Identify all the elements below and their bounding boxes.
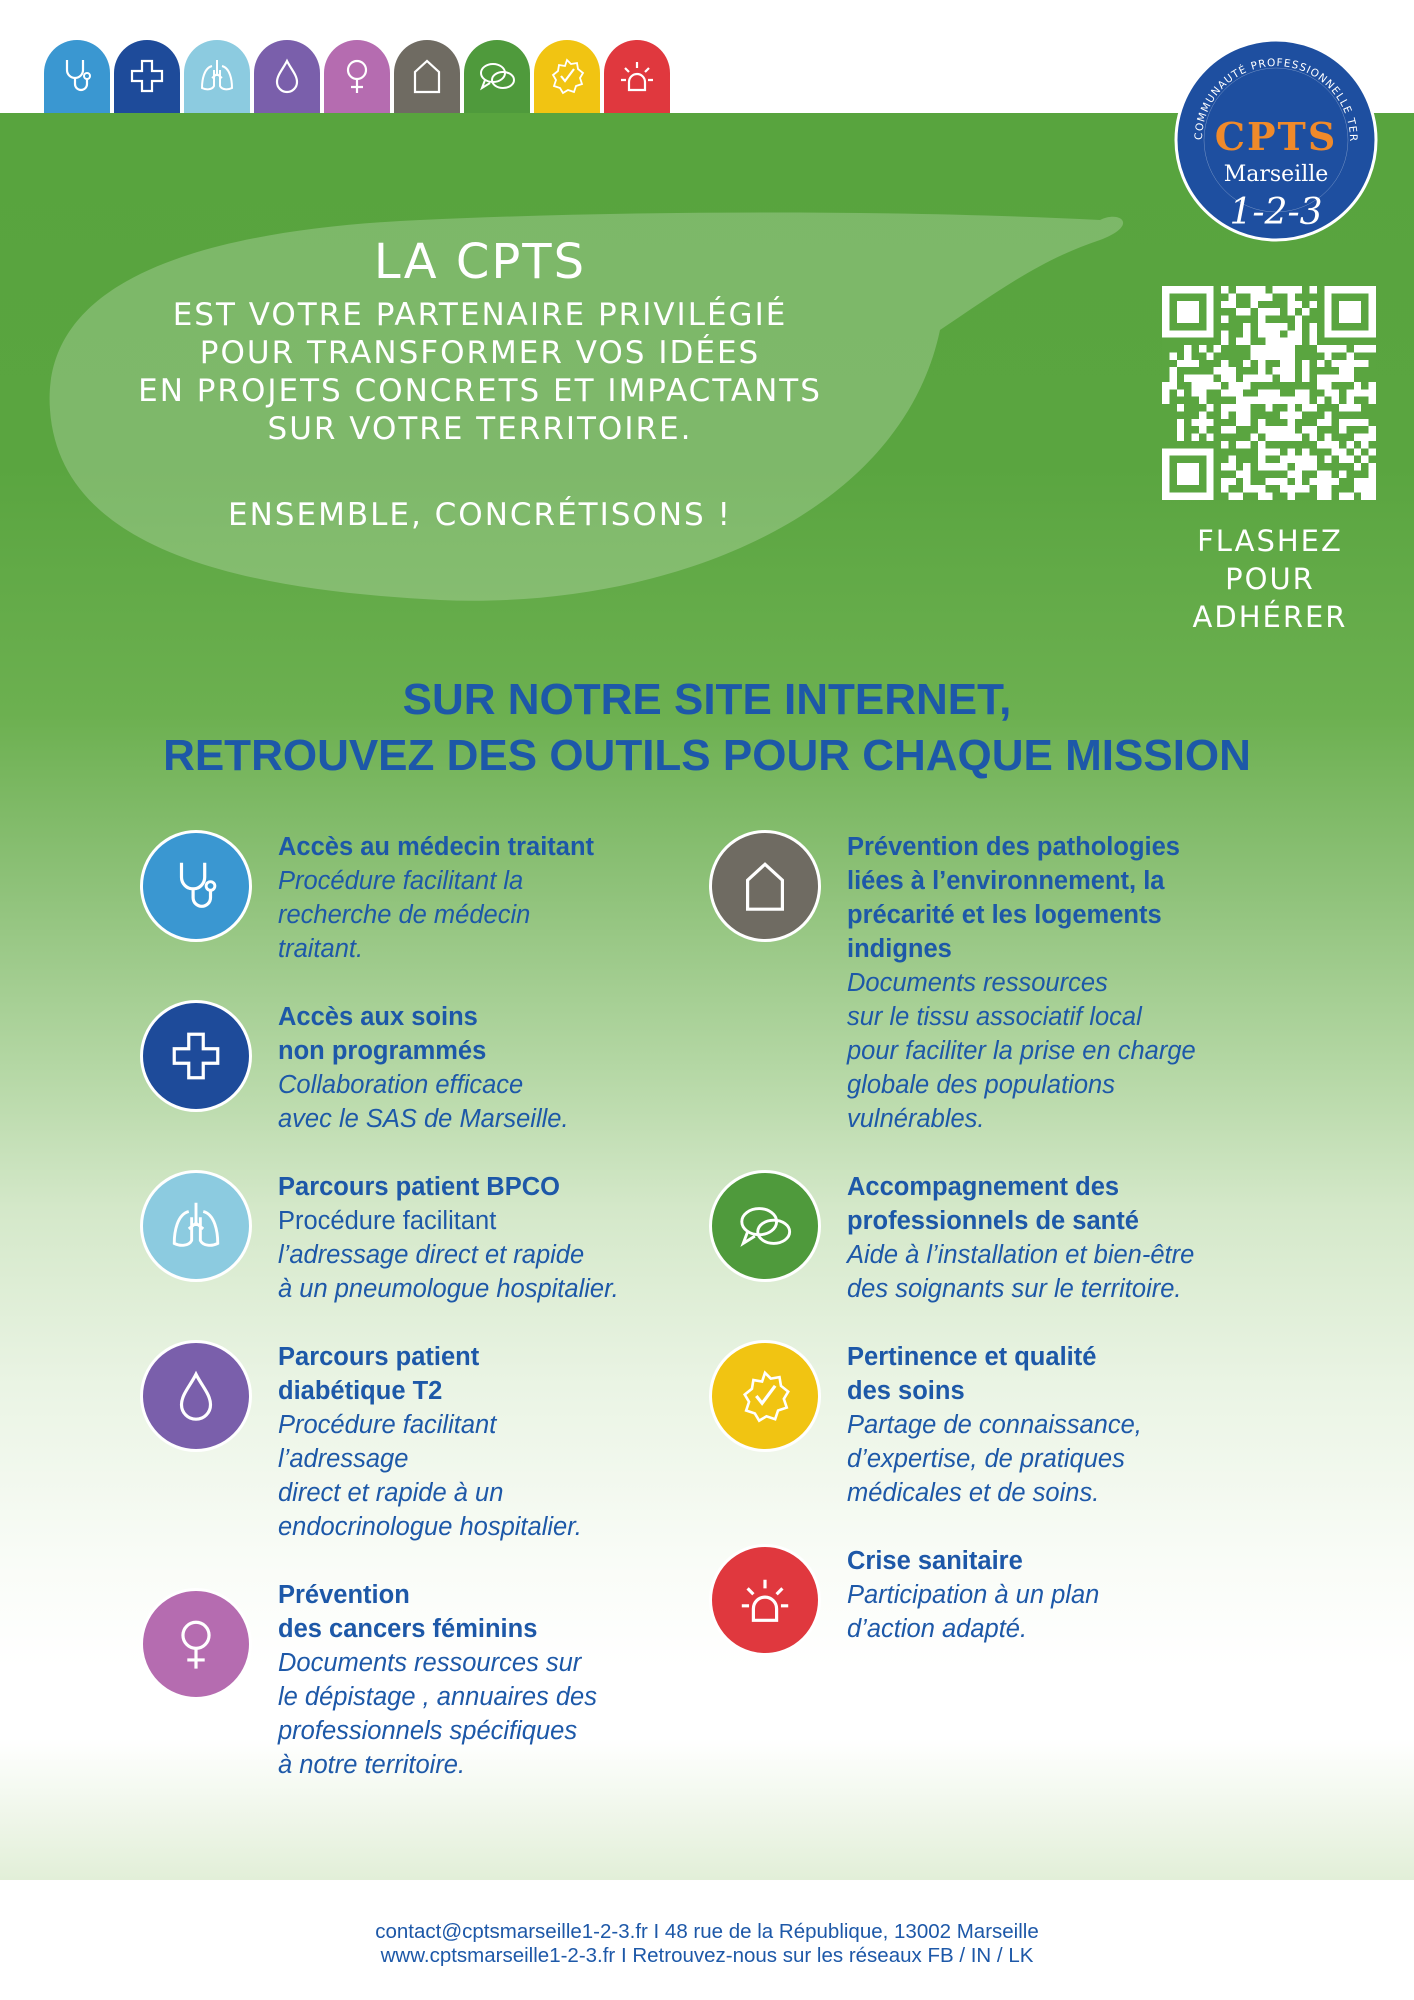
mission-text <box>847 1544 1287 1646</box>
mission-title: Parcours patient BPCO <box>278 1173 560 1201</box>
tab-alarm <box>604 40 670 114</box>
mission-desc: Procédure facilitant la <box>278 867 524 895</box>
mission-desc: Procédure facilitant <box>278 1207 497 1235</box>
logo-number: 1-2-3 <box>1229 192 1323 233</box>
mission-text <box>278 830 698 966</box>
mission-desc: traitant. <box>278 935 364 963</box>
logo-name: CPTS <box>1214 114 1338 159</box>
mission-desc: l’adressage <box>278 1445 409 1473</box>
mission-desc: globale des populations <box>847 1071 1115 1099</box>
mission-title: Accompagnement des <box>847 1173 1120 1201</box>
tab-house <box>394 40 460 114</box>
qr-caption-line: FLASHEZ <box>1197 524 1343 558</box>
mission-icon-circle <box>709 1170 821 1282</box>
mission-text <box>278 1170 698 1306</box>
mission-desc: vulnérables. <box>847 1105 985 1133</box>
mission-title: précarité et les logements <box>847 901 1162 929</box>
alarm-icon <box>617 56 657 96</box>
missions-heading <box>0 672 1414 784</box>
mission-icon-circle <box>709 830 821 942</box>
mission-desc: professionnels spécifiques <box>278 1717 578 1745</box>
tab-drop <box>254 40 320 114</box>
mission-desc: endocrinologue hospitalier. <box>278 1513 582 1541</box>
tab-female <box>324 40 390 114</box>
drop-icon <box>167 1367 225 1425</box>
mission-desc: recherche de médecin <box>278 901 531 929</box>
tab-medical-cross <box>114 40 180 114</box>
mission-text <box>278 1578 698 1782</box>
mission-icon-circle <box>140 1588 252 1700</box>
mission-desc: Documents ressources <box>847 969 1108 997</box>
bubble-slogan: ENSEMBLE, CONCRÉTISONS ! <box>228 497 732 533</box>
mission-title: indignes <box>847 935 952 963</box>
quality-badge-icon <box>736 1367 794 1425</box>
female-symbol-icon <box>337 56 377 96</box>
mission-text <box>847 830 1287 1136</box>
mission-desc: des soignants sur le territoire. <box>847 1275 1182 1303</box>
mission-title: diabétique T2 <box>278 1377 443 1405</box>
mission-text <box>847 1340 1287 1510</box>
mission-desc: Aide à l’installation et bien-être <box>847 1241 1195 1269</box>
medical-cross-icon <box>167 1027 225 1085</box>
mission-title: des soins <box>847 1377 965 1405</box>
mission-title: professionnels de santé <box>847 1207 1139 1235</box>
mission-desc: pour faciliter la prise en charge <box>847 1037 1196 1065</box>
mission-desc: l’adressage direct et rapide <box>278 1241 585 1269</box>
tab-speech <box>464 40 530 114</box>
heading-line: SUR NOTRE SITE INTERNET, <box>402 675 1012 724</box>
mission-desc: le dépistage , annuaires des <box>278 1683 597 1711</box>
mission-icon-circle <box>709 1340 821 1452</box>
house-icon <box>407 56 447 96</box>
mission-desc: sur le tissu associatif local <box>847 1003 1142 1031</box>
mission-icon-circle <box>140 1000 252 1112</box>
mission-desc: Partage de connaissance, <box>847 1411 1142 1439</box>
stethoscope-icon <box>57 56 97 96</box>
bubble-title: LA CPTS <box>373 234 587 290</box>
speech-bubbles-icon <box>477 56 517 96</box>
bubble-text-block <box>80 232 880 534</box>
bubble-line: POUR TRANSFORMER VOS IDÉES <box>199 335 761 371</box>
mission-icon-circle <box>140 830 252 942</box>
mission-desc: Collaboration efficace <box>278 1071 524 1099</box>
lungs-icon <box>197 56 237 96</box>
svg-text:COMMUNAUTÉ PROFESSIONNELLE TER: COMMUNAUTÉ PROFESSIONNELLE TER <box>1192 56 1360 143</box>
mission-desc: médicales et de soins. <box>847 1479 1100 1507</box>
qr-code[interactable] <box>1162 286 1376 500</box>
mission-title: Prévention des pathologies <box>847 833 1180 861</box>
qr-caption <box>1160 522 1380 636</box>
tab-quality <box>534 40 600 114</box>
mission-title: Crise sanitaire <box>847 1547 1023 1575</box>
mission-desc: à un pneumologue hospitalier. <box>278 1275 619 1303</box>
mission-text <box>278 1340 698 1544</box>
mission-desc: Procédure facilitant <box>278 1411 497 1439</box>
speech-bubbles-icon <box>736 1197 794 1255</box>
mission-icon-circle <box>140 1340 252 1452</box>
mission-text <box>847 1170 1287 1306</box>
quality-badge-icon <box>547 56 587 96</box>
footer-contact-line[interactable]: contact@cptsmarseille1-2-3.fr I 48 rue de la République, 13002 Marseille <box>375 1920 1039 1943</box>
mission-title: des cancers féminins <box>278 1615 538 1643</box>
alarm-icon <box>736 1571 794 1629</box>
mission-text <box>278 1000 698 1136</box>
qr-caption-line: POUR <box>1225 562 1315 596</box>
mission-title: liées à l’environnement, la <box>847 867 1165 895</box>
mission-title: Pertinence et qualité <box>847 1343 1097 1371</box>
mission-desc: direct et rapide à un <box>278 1479 504 1507</box>
mission-title: non programmés <box>278 1037 487 1065</box>
mission-desc: Participation à un plan <box>847 1581 1100 1609</box>
qr-caption-line: ADHÉRER <box>1192 600 1348 634</box>
bubble-line: EN PROJETS CONCRETS ET IMPACTANTS <box>138 373 822 409</box>
mission-desc: avec le SAS de Marseille. <box>278 1105 569 1133</box>
drop-icon <box>267 56 307 96</box>
female-symbol-icon <box>167 1615 225 1673</box>
mission-icon-circle <box>140 1170 252 1282</box>
mission-desc: d’action adapté. <box>847 1615 1028 1643</box>
stethoscope-icon <box>167 857 225 915</box>
house-icon <box>736 857 794 915</box>
medical-cross-icon <box>127 56 167 96</box>
mission-title: Accès au médecin traitant <box>278 833 595 861</box>
tab-lungs <box>184 40 250 114</box>
mission-icon-circle <box>709 1544 821 1656</box>
footer-contact <box>0 1920 1414 1968</box>
cpts-logo[interactable] <box>1172 36 1380 244</box>
lungs-icon <box>167 1197 225 1255</box>
mission-desc: d’expertise, de pratiques <box>847 1445 1125 1473</box>
logo-city: Marseille <box>1223 162 1329 187</box>
mission-desc: à notre territoire. <box>278 1751 466 1779</box>
bubble-line: SUR VOTRE TERRITOIRE. <box>267 411 693 447</box>
mission-title: Parcours patient <box>278 1343 480 1371</box>
heading-line: RETROUVEZ DES OUTILS POUR CHAQUE MISSION <box>163 731 1251 780</box>
mission-desc: Documents ressources sur <box>278 1649 582 1677</box>
footer-web-line[interactable]: www.cptsmarseille1-2-3.fr I Retrouvez-nous sur les réseaux FB / IN / LK <box>380 1944 1034 1967</box>
mission-title: Prévention <box>278 1581 410 1609</box>
mission-title: Accès aux soins <box>278 1003 478 1031</box>
tab-stethoscope <box>44 40 110 114</box>
bubble-line: EST VOTRE PARTENAIRE PRIVILÉGIÉ <box>172 297 788 333</box>
